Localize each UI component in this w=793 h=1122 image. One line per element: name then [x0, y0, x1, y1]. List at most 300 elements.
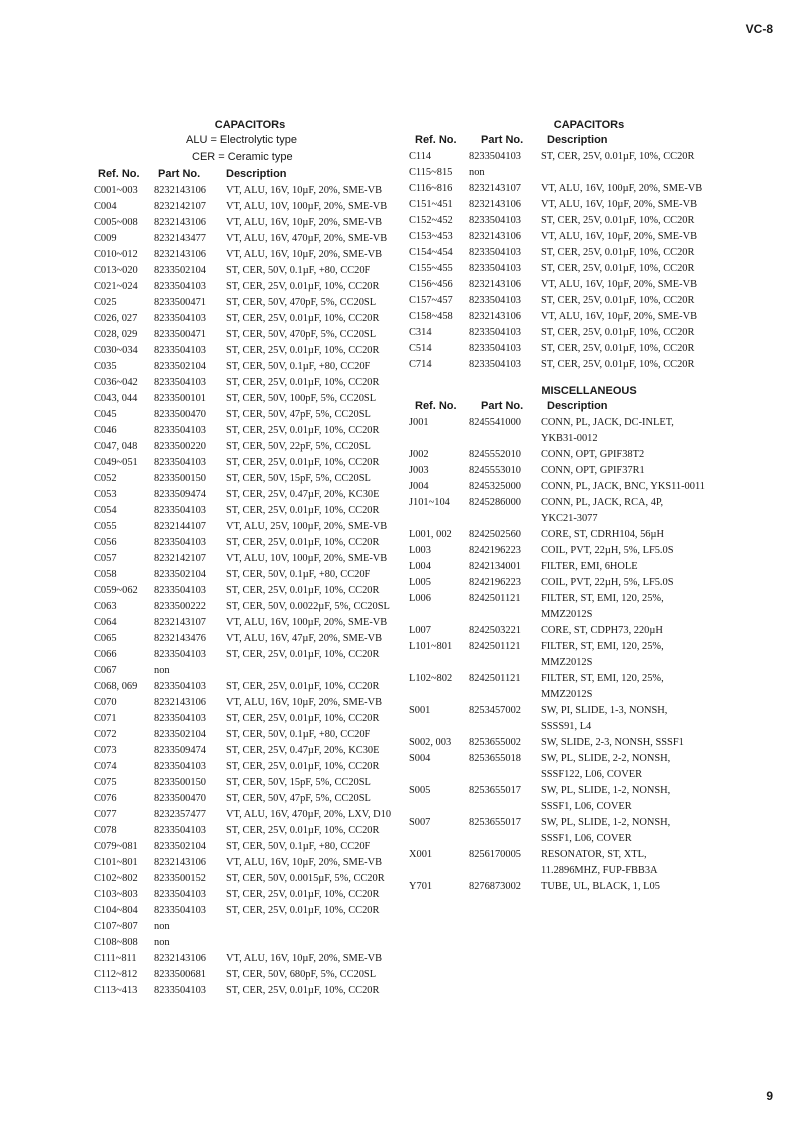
part-no: 8242196223 [469, 545, 521, 556]
table-row [409, 415, 729, 447]
part-no: 8233504103 [154, 345, 206, 356]
table-row [94, 503, 406, 519]
part-no: 8242501121 [469, 641, 521, 652]
ref-no: C067 [94, 665, 117, 676]
description: ST, CER, 50V, 0.1µF, +80, CC20F [226, 361, 371, 372]
table-row [94, 519, 406, 535]
table-row [94, 295, 406, 311]
ref-no: C005~008 [94, 217, 138, 228]
description: ST, CER, 50V, 680pF, 5%, CC20SL [226, 969, 377, 980]
ref-no: C053 [94, 489, 117, 500]
ref-no: C158~458 [409, 311, 453, 322]
ref-no: S002, 003 [409, 737, 452, 748]
table-row [409, 197, 729, 213]
description [541, 591, 729, 623]
description: VT, ALU, 10V, 100µF, 20%, SME-VB [226, 201, 388, 212]
description [541, 447, 729, 463]
table-row [409, 751, 729, 783]
part-no: 8233504103 [154, 761, 206, 772]
table-row [409, 245, 729, 261]
table-row [94, 567, 406, 583]
description: VT, ALU, 16V, 10µF, 20%, SME-VB [541, 311, 698, 322]
description: VT, ALU, 16V, 10µF, 20%, SME-VB [226, 857, 383, 868]
description [541, 463, 729, 479]
ref-no: C001~003 [94, 185, 138, 196]
part-no: 8233504103 [154, 505, 206, 516]
ref-no: L101~801 [409, 641, 453, 652]
part-no: 8233504103 [469, 295, 521, 306]
description: ST, CER, 25V, 0.01µF, 10%, CC20R [226, 585, 380, 596]
ref-no: C114 [409, 151, 432, 162]
table-row [94, 391, 406, 407]
part-no: 8233504103 [469, 327, 521, 338]
description: ST, CER, 25V, 0.01µF, 10%, CC20R [226, 681, 380, 692]
ref-no: C073 [94, 745, 117, 756]
table-row [94, 663, 406, 679]
note-cer: CER = Ceramic type [192, 151, 293, 163]
part-no: 8233504103 [469, 359, 521, 370]
table-row [94, 679, 406, 695]
part-no: 8233504103 [154, 585, 206, 596]
table-row [94, 551, 406, 567]
table-row [409, 213, 729, 229]
part-no: 8232143106 [154, 217, 206, 228]
table-row [409, 559, 729, 575]
table-row [409, 463, 729, 479]
table-row [94, 215, 406, 231]
header-part-no: Part No. [158, 168, 201, 180]
part-no: 8233504103 [469, 247, 521, 258]
part-no: 8242501121 [469, 593, 521, 604]
description: ST, CER, 25V, 0.01µF, 10%, CC20R [226, 905, 380, 916]
description: VT, ALU, 16V, 10µF, 20%, SME-VB [226, 697, 383, 708]
ref-no: C043, 044 [94, 393, 138, 404]
description [541, 623, 729, 639]
description-line: COIL, PVT, 22µH, 5%, LF5.0S [541, 545, 674, 556]
description: ST, CER, 25V, 0.01µF, 10%, CC20R [226, 425, 380, 436]
ref-no: L004 [409, 561, 431, 572]
description [541, 527, 729, 543]
part-no: 8232143106 [154, 953, 206, 964]
description: VT, ALU, 16V, 10µF, 20%, SME-VB [226, 217, 383, 228]
ref-no: C514 [409, 343, 432, 354]
description-line: SW, PL, SLIDE, 1-2, NONSH, [541, 817, 671, 828]
part-no: non [469, 167, 485, 178]
table-row [94, 407, 406, 423]
part-no: 8245541000 [469, 417, 521, 428]
description: ST, CER, 25V, 0.47µF, 20%, KC30E [226, 745, 380, 756]
table-row [94, 375, 406, 391]
part-no: 8245325000 [469, 481, 521, 492]
description-line: CONN, PL, JACK, RCA, 4P, [541, 497, 664, 508]
part-no: 8233502104 [154, 841, 206, 852]
ref-no: C113~413 [94, 985, 138, 996]
capacitors-title-left: CAPACITORs [214, 119, 286, 131]
part-no: 8233500150 [154, 777, 206, 788]
table-row [94, 263, 406, 279]
part-no: 8232357477 [154, 809, 206, 820]
description: ST, CER, 25V, 0.01µF, 10%, CC20R [226, 985, 380, 996]
description: VT, ALU, 16V, 10µF, 20%, SME-VB [541, 199, 698, 210]
ref-no: C056 [94, 537, 117, 548]
description [541, 751, 729, 783]
table-row [94, 183, 406, 199]
description: ST, CER, 50V, 47pF, 5%, CC20SL [226, 793, 371, 804]
description: VT, ALU, 16V, 10µF, 20%, SME-VB [226, 185, 383, 196]
description [541, 639, 729, 671]
description: ST, CER, 25V, 0.01µF, 10%, CC20R [226, 649, 380, 660]
ref-no: C314 [409, 327, 432, 338]
capacitor-list-right [409, 149, 729, 373]
header-description: Description [547, 400, 608, 412]
table-row [94, 439, 406, 455]
description: ST, CER, 25V, 0.01µF, 10%, CC20R [226, 761, 380, 772]
part-no: 8245553010 [469, 465, 521, 476]
ref-no: C052 [94, 473, 117, 484]
header-part-no: Part No. [481, 400, 524, 412]
description-line: CONN, OPT, GPIF37R1 [541, 465, 645, 476]
description-line: FILTER, ST, EMI, 120, 25%, [541, 673, 664, 684]
ref-no: S004 [409, 753, 431, 764]
miscellaneous-title: MISCELLANEOUS [541, 385, 637, 397]
part-no: 8232143106 [154, 185, 206, 196]
description: ST, CER, 25V, 0.01µF, 10%, CC20R [226, 889, 380, 900]
part-no: 8233504103 [154, 713, 206, 724]
part-no: 8233502104 [154, 729, 206, 740]
description [541, 735, 729, 751]
table-row [94, 823, 406, 839]
part-no: 8245552010 [469, 449, 521, 460]
ref-no: C035 [94, 361, 117, 372]
capacitors-title-right: CAPACITORs [553, 119, 625, 131]
table-row [409, 479, 729, 495]
ref-no: C103~803 [94, 889, 138, 900]
description: ST, CER, 50V, 0.1µF, +80, CC20F [226, 841, 371, 852]
header-ref-no: Ref. No. [415, 400, 457, 412]
table-row [94, 695, 406, 711]
table-row [409, 783, 729, 815]
ref-no: C155~455 [409, 263, 453, 274]
part-no: 8232143106 [154, 697, 206, 708]
table-row [409, 181, 729, 197]
ref-no: C075 [94, 777, 117, 788]
ref-no: L001, 002 [409, 529, 452, 540]
description-line: 11.2896MHZ, FUP-FBB3A [541, 865, 658, 876]
description [541, 543, 729, 559]
ref-no: C153~453 [409, 231, 453, 242]
description-line: CONN, PL, JACK, DC-INLET, [541, 417, 674, 428]
table-row [409, 277, 729, 293]
ref-no: C013~020 [94, 265, 138, 276]
part-no: 8232143106 [469, 279, 521, 290]
part-no: 8233502104 [154, 569, 206, 580]
description-line: RESONATOR, ST, XTL, [541, 849, 647, 860]
table-row [409, 671, 729, 703]
part-no: 8233504103 [154, 377, 206, 388]
table-row [94, 599, 406, 615]
ref-no: C104~804 [94, 905, 138, 916]
description: VT, ALU, 25V, 100µF, 20%, SME-VB [226, 521, 388, 532]
part-no: 8233504103 [154, 313, 206, 324]
description-line: CONN, PL, JACK, BNC, YKS11-0011 [541, 481, 705, 492]
miscellaneous-list [409, 415, 729, 895]
table-row [409, 847, 729, 879]
ref-no: C102~802 [94, 873, 138, 884]
description: VT, ALU, 16V, 10µF, 20%, SME-VB [226, 249, 383, 260]
description-line: SW, PI, SLIDE, 1-3, NONSH, [541, 705, 668, 716]
part-no: non [154, 921, 170, 932]
ref-no: C049~051 [94, 457, 138, 468]
table-row [94, 743, 406, 759]
table-row [409, 447, 729, 463]
description [541, 671, 729, 703]
part-no: 8233504103 [154, 985, 206, 996]
table-row [409, 543, 729, 559]
part-no: 8242196223 [469, 577, 521, 588]
description-line: TUBE, UL, BLACK, 1, L05 [541, 881, 660, 892]
table-row [409, 341, 729, 357]
part-no: 8233500471 [154, 329, 206, 340]
page-number: 9 [766, 1089, 773, 1103]
table-row [94, 839, 406, 855]
table-row [409, 735, 729, 751]
ref-no: C107~807 [94, 921, 138, 932]
header-ref-no: Ref. No. [415, 134, 457, 146]
ref-no: C072 [94, 729, 117, 740]
part-no: 8232143106 [469, 311, 521, 322]
description-line: MMZ2012S [541, 689, 593, 700]
part-no: 8253655002 [469, 737, 521, 748]
description: ST, CER, 50V, 0.1µF, +80, CC20F [226, 265, 371, 276]
part-no: 8242501121 [469, 673, 521, 684]
description-line: FILTER, EMI, 6HOLE [541, 561, 638, 572]
ref-no: C064 [94, 617, 117, 628]
table-row [94, 983, 406, 999]
table-row [94, 903, 406, 919]
ref-no: L102~802 [409, 673, 453, 684]
ref-no: X001 [409, 849, 433, 860]
part-no: 8253655018 [469, 753, 521, 764]
part-no: 8233504103 [154, 281, 206, 292]
table-row [409, 293, 729, 309]
part-no: 8232144107 [154, 521, 206, 532]
description-line: SW, PL, SLIDE, 1-2, NONSH, [541, 785, 671, 796]
ref-no: C078 [94, 825, 117, 836]
description: VT, ALU, 10V, 100µF, 20%, SME-VB [226, 553, 388, 564]
header-description: Description [547, 134, 608, 146]
part-no: 8232143477 [154, 233, 206, 244]
description: VT, ALU, 16V, 470µF, 20%, LXV, D10 [226, 809, 392, 820]
part-no: 8242503221 [469, 625, 521, 636]
ref-no: C116~816 [409, 183, 453, 194]
part-no: 8233500101 [154, 393, 206, 404]
part-no: 8253655017 [469, 817, 521, 828]
ref-no: C054 [94, 505, 117, 516]
table-row [94, 231, 406, 247]
part-no: 8233504103 [154, 537, 206, 548]
table-row [94, 247, 406, 263]
table-row [409, 495, 729, 527]
table-row [94, 343, 406, 359]
description-line: CORE, ST, CDPH73, 220µH [541, 625, 663, 636]
description [541, 479, 729, 495]
description: ST, CER, 50V, 0.0022µF, 5%, CC20SL [226, 601, 390, 612]
ref-no: C077 [94, 809, 117, 820]
part-no: 8233500470 [154, 409, 206, 420]
table-row [94, 887, 406, 903]
ref-no: C030~034 [94, 345, 138, 356]
description-line: CORE, ST, CDRH104, 56µH [541, 529, 664, 540]
ref-no: C063 [94, 601, 117, 612]
ref-no: L007 [409, 625, 431, 636]
ref-no: C111~811 [94, 953, 137, 964]
description [541, 165, 729, 181]
description-line: YKB31-0012 [541, 433, 598, 444]
ref-no: C101~801 [94, 857, 138, 868]
table-header-left [94, 166, 406, 183]
part-no: non [154, 665, 170, 676]
ref-no: S007 [409, 817, 431, 828]
ref-no: C010~012 [94, 249, 138, 260]
part-no: 8232143106 [154, 249, 206, 260]
header-ref-no: Ref. No. [98, 168, 140, 180]
part-no: non [154, 937, 170, 948]
table-row [94, 631, 406, 647]
table-row [94, 711, 406, 727]
description-line: SSSS91, L4 [541, 721, 592, 732]
description: ST, CER, 50V, 15pF, 5%, CC20SL [226, 473, 371, 484]
part-no: 8233502104 [154, 265, 206, 276]
table-row [94, 423, 406, 439]
part-no: 8233504103 [469, 151, 521, 162]
ref-no: J004 [409, 481, 429, 492]
table-row [94, 759, 406, 775]
table-row [409, 527, 729, 543]
table-row [94, 279, 406, 295]
table-row [94, 951, 406, 967]
description-line: MMZ2012S [541, 609, 593, 620]
ref-no: C066 [94, 649, 117, 660]
ref-no: C047, 048 [94, 441, 138, 452]
description: VT, ALU, 16V, 100µF, 20%, SME-VB [226, 617, 388, 628]
ref-no: S005 [409, 785, 431, 796]
description [541, 815, 729, 847]
part-no: 8232142107 [154, 553, 206, 564]
description-line: SSSF1, L06, COVER [541, 801, 632, 812]
ref-no: C021~024 [94, 281, 138, 292]
ref-no: C070 [94, 697, 117, 708]
part-no: 8233504103 [154, 681, 206, 692]
description [541, 847, 729, 879]
table-row [94, 535, 406, 551]
part-no: 8245286000 [469, 497, 521, 508]
ref-no: C115~815 [409, 167, 453, 178]
part-no: 8233504103 [154, 425, 206, 436]
description [226, 663, 406, 679]
ref-no: C157~457 [409, 295, 453, 306]
description-line: COIL, PVT, 22µH, 5%, LF5.0S [541, 577, 674, 588]
table-row [409, 325, 729, 341]
ref-no: C036~042 [94, 377, 138, 388]
description: ST, CER, 25V, 0.01µF, 10%, CC20R [541, 359, 695, 370]
ref-no: C108~808 [94, 937, 138, 948]
description-line: SSSF1, L06, COVER [541, 833, 632, 844]
ref-no: C025 [94, 297, 117, 308]
description: ST, CER, 25V, 0.01µF, 10%, CC20R [226, 345, 380, 356]
description: ST, CER, 25V, 0.47µF, 20%, KC30E [226, 489, 380, 500]
table-row [409, 703, 729, 735]
table-row [94, 919, 406, 935]
ref-no: C057 [94, 553, 117, 564]
description: VT, ALU, 16V, 10µF, 20%, SME-VB [541, 231, 698, 242]
description: ST, CER, 25V, 0.01µF, 10%, CC20R [226, 281, 380, 292]
table-header-right-capacitors [409, 132, 729, 149]
table-row [409, 591, 729, 623]
description: ST, CER, 50V, 0.0015µF, 5%, CC20R [226, 873, 385, 884]
table-row [94, 647, 406, 663]
part-no: 8253457002 [469, 705, 521, 716]
ref-no: C065 [94, 633, 117, 644]
part-no: 8233500220 [154, 441, 206, 452]
description: ST, CER, 25V, 0.01µF, 10%, CC20R [541, 215, 695, 226]
part-no: 8233500150 [154, 473, 206, 484]
part-no: 8232143476 [154, 633, 206, 644]
ref-no: C028, 029 [94, 329, 138, 340]
ref-no: L003 [409, 545, 431, 556]
part-no: 8233504103 [154, 825, 206, 836]
table-row [94, 615, 406, 631]
table-row [409, 357, 729, 373]
description: ST, CER, 25V, 0.01µF, 10%, CC20R [226, 713, 380, 724]
ref-no: C026, 027 [94, 313, 138, 324]
part-no: 8232143107 [469, 183, 521, 194]
right-column [409, 118, 729, 895]
description-line: SW, PL, SLIDE, 2-2, NONSH, [541, 753, 671, 764]
part-no: 8233504103 [469, 343, 521, 354]
table-row [409, 149, 729, 165]
ref-no: C112~812 [94, 969, 138, 980]
ref-no: C055 [94, 521, 117, 532]
description [541, 879, 729, 895]
table-row [94, 871, 406, 887]
description: ST, CER, 50V, 0.1µF, +80, CC20F [226, 569, 371, 580]
part-no: 8233500222 [154, 601, 206, 612]
table-row [409, 815, 729, 847]
table-row [409, 309, 729, 325]
description: ST, CER, 50V, 100pF, 5%, CC20SL [226, 393, 377, 404]
description-line: SW, SLIDE, 2-3, NONSH, SSSF1 [541, 737, 684, 748]
description: ST, CER, 50V, 22pF, 5%, CC20SL [226, 441, 371, 452]
description [541, 783, 729, 815]
part-no: 8232143106 [469, 199, 521, 210]
part-no: 8233504103 [154, 889, 206, 900]
part-no: 8233500152 [154, 873, 206, 884]
table-row [94, 327, 406, 343]
header-description: Description [226, 168, 287, 180]
ref-no: C074 [94, 761, 117, 772]
description: ST, CER, 50V, 0.1µF, +80, CC20F [226, 729, 371, 740]
ref-no: C004 [94, 201, 117, 212]
ref-no: Y701 [409, 881, 433, 892]
table-header-right-misc [409, 398, 729, 415]
table-row [409, 879, 729, 895]
capacitor-list-left [94, 183, 406, 999]
description-line: YKC21-3077 [541, 513, 598, 524]
part-no: 8233509474 [154, 745, 206, 756]
part-no: 8242502560 [469, 529, 521, 540]
table-row [409, 229, 729, 245]
part-no: 8242134001 [469, 561, 521, 572]
